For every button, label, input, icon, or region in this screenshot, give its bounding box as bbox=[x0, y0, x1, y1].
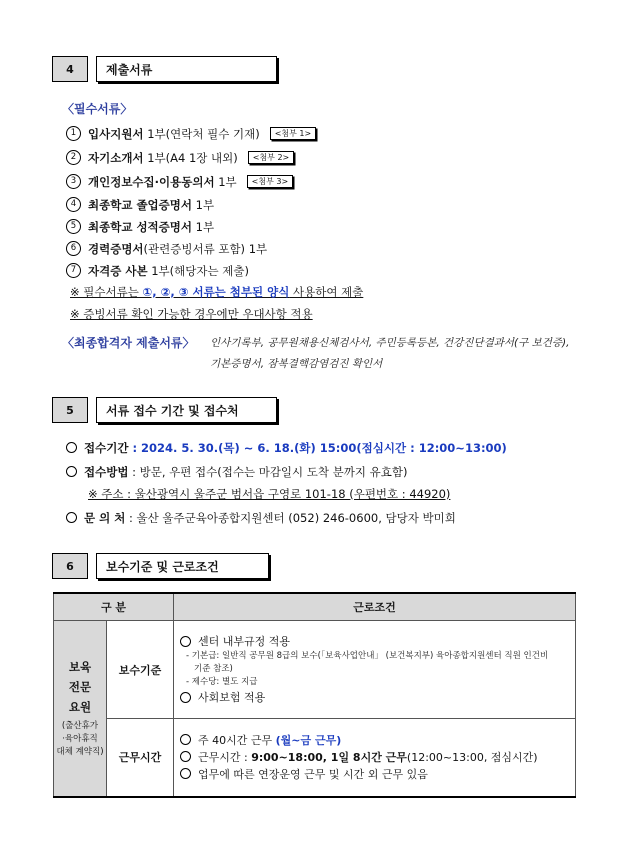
role-text: 요원 bbox=[68, 700, 92, 715]
pay-line bbox=[180, 689, 569, 706]
period-label: 접수기간 bbox=[84, 441, 129, 455]
required-doc-item bbox=[66, 241, 267, 257]
doc-name: 입사지원서 bbox=[88, 127, 144, 141]
pay-detail: - 제수당: 별도 지급 bbox=[186, 677, 258, 687]
attachment-tag: <첨부 2> bbox=[248, 151, 295, 164]
pay-label: 보수기준 bbox=[107, 621, 174, 719]
required-docs-heading: 〈필수서류〉 bbox=[62, 102, 133, 116]
final-docs-heading: 〈최종합격자 제출서류〉 bbox=[62, 336, 195, 350]
hours-text: 주 40시간 근무 bbox=[198, 733, 276, 747]
section-number: 4 bbox=[52, 56, 88, 82]
circle-bullet-icon bbox=[180, 751, 191, 762]
circle-bullet-icon bbox=[180, 768, 191, 779]
hours-text: (12:00~13:00, 점심시간) bbox=[406, 750, 538, 764]
pay-line bbox=[180, 633, 569, 650]
doc-detail: 1부(해당자는 제출) bbox=[147, 264, 249, 278]
item-number-icon: 4 bbox=[66, 197, 81, 212]
role-note: ·육아휴직 bbox=[62, 734, 98, 745]
section-title: 보수기준 및 근로조건 bbox=[96, 553, 269, 579]
pay-text: 사회보험 적용 bbox=[198, 691, 266, 704]
doc-detail: 1부(연락처 필수 기재) bbox=[143, 127, 260, 141]
final-docs-line2: 기본증명서, 잠복결핵감염검진 확인서 bbox=[210, 358, 383, 370]
final-docs-line1: 인사기록부, 공무원채용신체검사서, 주민등록등본, 건강진단결과서(구 보건증), bbox=[210, 337, 570, 349]
item-number-icon: 6 bbox=[66, 241, 81, 256]
evidence-note: ※ 증빙서류 확인 가능한 경우에만 우대사항 적용 bbox=[70, 307, 313, 321]
required-doc-item bbox=[66, 174, 293, 190]
method-line bbox=[66, 464, 407, 480]
required-doc-item bbox=[66, 126, 316, 142]
hours-line bbox=[180, 749, 569, 766]
doc-name: 최종학교 졸업증명서 bbox=[88, 198, 192, 212]
doc-detail: 1부 bbox=[191, 198, 215, 212]
role-note: (출산휴가 bbox=[61, 721, 99, 732]
section-4-header bbox=[52, 56, 277, 82]
method-value: : 방문, 우편 접수(접수는 마감일시 도착 분까지 유효함) bbox=[128, 465, 408, 479]
pay-detail: - 기본급: 일반직 공무원 8급의 보수(「보육사업안내」 (보건복지부) 육아종합지원센터 직원 인건비 bbox=[186, 651, 549, 661]
section-6-header bbox=[52, 553, 269, 579]
attachment-tag: <첨부 3> bbox=[247, 175, 294, 188]
section-number: 6 bbox=[52, 553, 88, 579]
item-number-icon: 7 bbox=[66, 263, 81, 278]
required-doc-item bbox=[66, 263, 249, 279]
hours-text: 근무시간 : bbox=[198, 750, 252, 764]
hours-bold: (월~금 근무) bbox=[275, 733, 342, 747]
circle-bullet-icon bbox=[66, 466, 77, 477]
attachment-tag: <첨부 1> bbox=[270, 127, 317, 140]
address-line: ※ 주소 : 울산광역시 울주군 범서읍 구영로 101-18 (우편번호 : 44920) bbox=[88, 487, 451, 501]
hours-text: 업무에 따른 연장운영 근무 및 시간 외 근무 있음 bbox=[198, 767, 428, 781]
role-note: 대체 계약직) bbox=[56, 747, 104, 758]
circle-bullet-icon bbox=[66, 512, 77, 523]
contact-value: : 울산 울주군육아종합지원센터 (052) 246-0600, 담당자 박미희 bbox=[125, 511, 456, 525]
period-line bbox=[66, 440, 507, 456]
pay-detail: 기준 참조) bbox=[194, 664, 233, 674]
method-label: 접수방법 bbox=[84, 465, 129, 479]
period-value: : 2024. 5. 30.(목) ~ 6. 18.(화) 15:00(점심시간 : 12:00~13:00) bbox=[128, 441, 507, 455]
pay-text: 센터 내부규정 적용 bbox=[198, 635, 291, 648]
doc-name: 자기소개서 bbox=[88, 151, 144, 165]
item-number-icon: 3 bbox=[66, 174, 81, 189]
doc-name: 최종학교 성적증명서 bbox=[88, 220, 192, 234]
doc-name: 자격증 사본 bbox=[88, 264, 148, 278]
contact-label: 문 의 처 bbox=[84, 511, 126, 525]
note-prefix: ※ 필수서류는 bbox=[70, 285, 143, 299]
required-doc-item bbox=[66, 197, 214, 213]
role-text: 전문 bbox=[68, 680, 92, 695]
circle-bullet-icon bbox=[180, 734, 191, 745]
note-suffix: 사용하여 제출 bbox=[289, 285, 364, 299]
hours-line bbox=[180, 766, 569, 783]
hours-label: 근무시간 bbox=[107, 719, 174, 797]
working-conditions-table bbox=[53, 592, 576, 798]
doc-detail: 1부(A4 1장 내외) bbox=[143, 151, 238, 165]
doc-detail: 1부 bbox=[191, 220, 215, 234]
doc-detail: 1부 bbox=[214, 175, 237, 189]
section-title: 서류 접수 기간 및 접수처 bbox=[96, 397, 277, 423]
doc-detail: (관련증빙서류 포함) 1부 bbox=[143, 242, 268, 256]
required-doc-item bbox=[66, 150, 294, 166]
table-header-conditions: 근로조건 bbox=[174, 593, 576, 621]
hours-content bbox=[174, 719, 576, 797]
doc-name: 경력증명서 bbox=[88, 242, 144, 256]
circle-bullet-icon bbox=[66, 442, 77, 453]
section-number: 5 bbox=[52, 397, 88, 423]
item-number-icon: 5 bbox=[66, 219, 81, 234]
table-header-category: 구 분 bbox=[54, 593, 174, 621]
required-doc-item bbox=[66, 219, 214, 235]
hours-line bbox=[180, 732, 569, 749]
role-cell bbox=[54, 621, 107, 797]
circle-bullet-icon bbox=[180, 636, 191, 647]
circle-bullet-icon bbox=[180, 692, 191, 703]
section-title: 제출서류 bbox=[96, 56, 277, 82]
pay-content bbox=[174, 621, 576, 719]
doc-name: 개인정보수집·이용동의서 bbox=[88, 175, 215, 189]
hours-bold: 9:00~18:00, 1일 8시간 근무 bbox=[251, 750, 407, 764]
note-highlight: ①, ②, ③ 서류는 첨부된 양식 bbox=[142, 285, 290, 299]
role-text: 보육 bbox=[68, 660, 92, 675]
required-note bbox=[70, 284, 363, 300]
section-5-header bbox=[52, 397, 277, 423]
item-number-icon: 1 bbox=[66, 126, 81, 141]
item-number-icon: 2 bbox=[66, 150, 81, 165]
contact-line bbox=[66, 510, 456, 526]
